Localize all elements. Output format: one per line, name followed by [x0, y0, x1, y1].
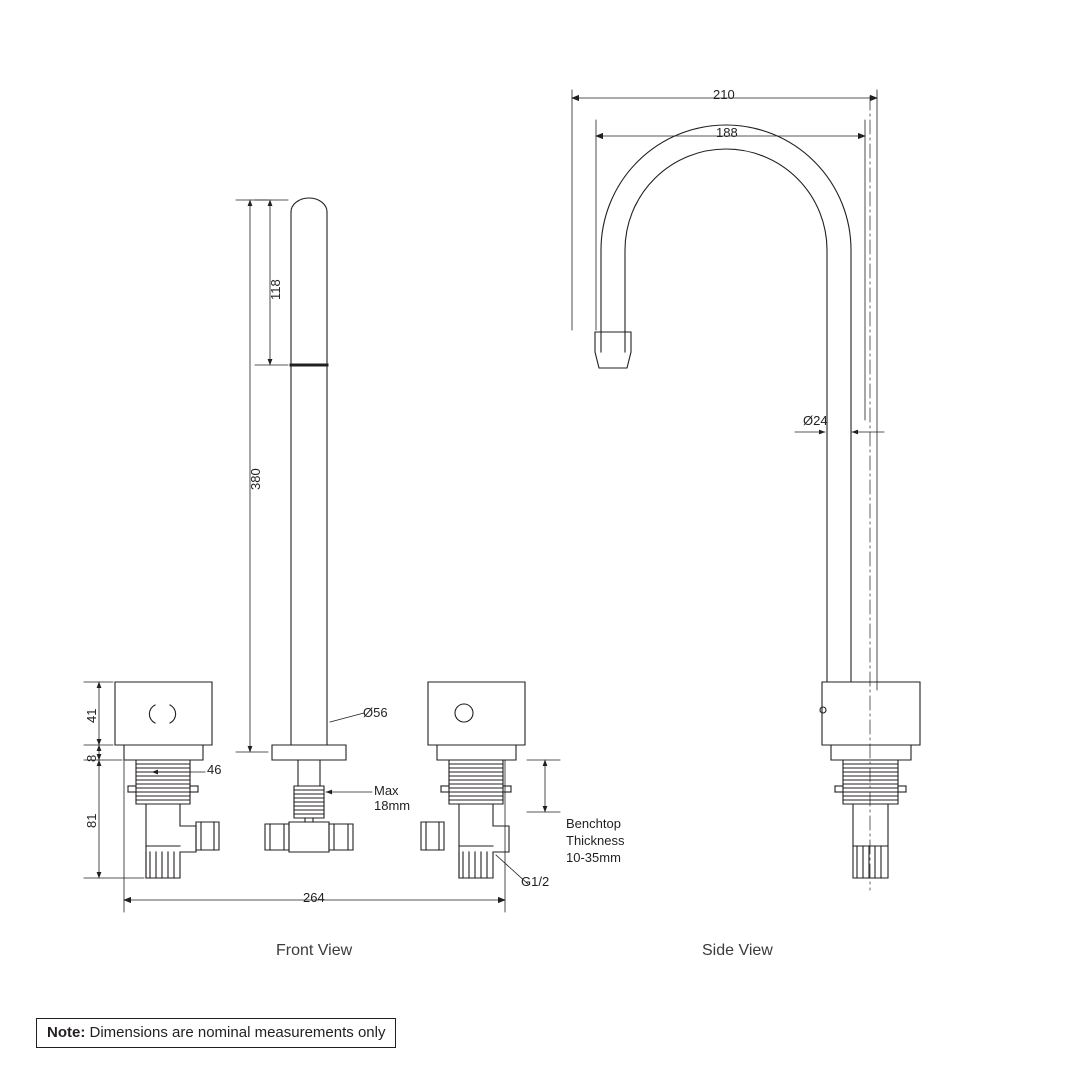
side-dimensions: [572, 90, 884, 690]
dim-front-overall-width: 264: [303, 890, 325, 905]
front-right-handle: [421, 682, 525, 878]
dim-front-380: 380: [248, 468, 263, 490]
dim-benchtop-line2: Thickness: [566, 833, 625, 848]
dim-front-8: 8: [84, 754, 99, 762]
dim-front-max-value: 18mm: [374, 798, 411, 813]
note-text: Dimensions are nominal measurements only: [85, 1024, 386, 1041]
dim-front-81: 81: [84, 813, 99, 828]
dim-front-max-label: Max: [374, 783, 399, 798]
dim-side-188: 188: [716, 125, 738, 140]
dim-benchtop-line3: 10-35mm: [566, 850, 621, 865]
dim-benchtop-line1: Benchtop: [566, 816, 621, 831]
dim-side-tube-diameter: Ø24: [803, 413, 828, 428]
front-dimensions: [84, 200, 560, 912]
dim-front-41: 41: [84, 708, 99, 723]
front-left-handle: [115, 682, 222, 878]
view-label-side: Side View: [702, 942, 773, 959]
view-label-front: Front View: [276, 942, 353, 959]
dim-front-46: 46: [207, 762, 222, 777]
dim-front-base-diameter: Ø56: [363, 705, 388, 720]
note-prefix: Note:: [47, 1024, 86, 1041]
dim-front-118: 118: [268, 279, 283, 300]
side-faucet: [595, 125, 920, 878]
note-box: [36, 1018, 396, 1048]
dim-front-inlet-thread: G1/2: [521, 874, 550, 889]
dim-side-210: 210: [713, 87, 735, 102]
